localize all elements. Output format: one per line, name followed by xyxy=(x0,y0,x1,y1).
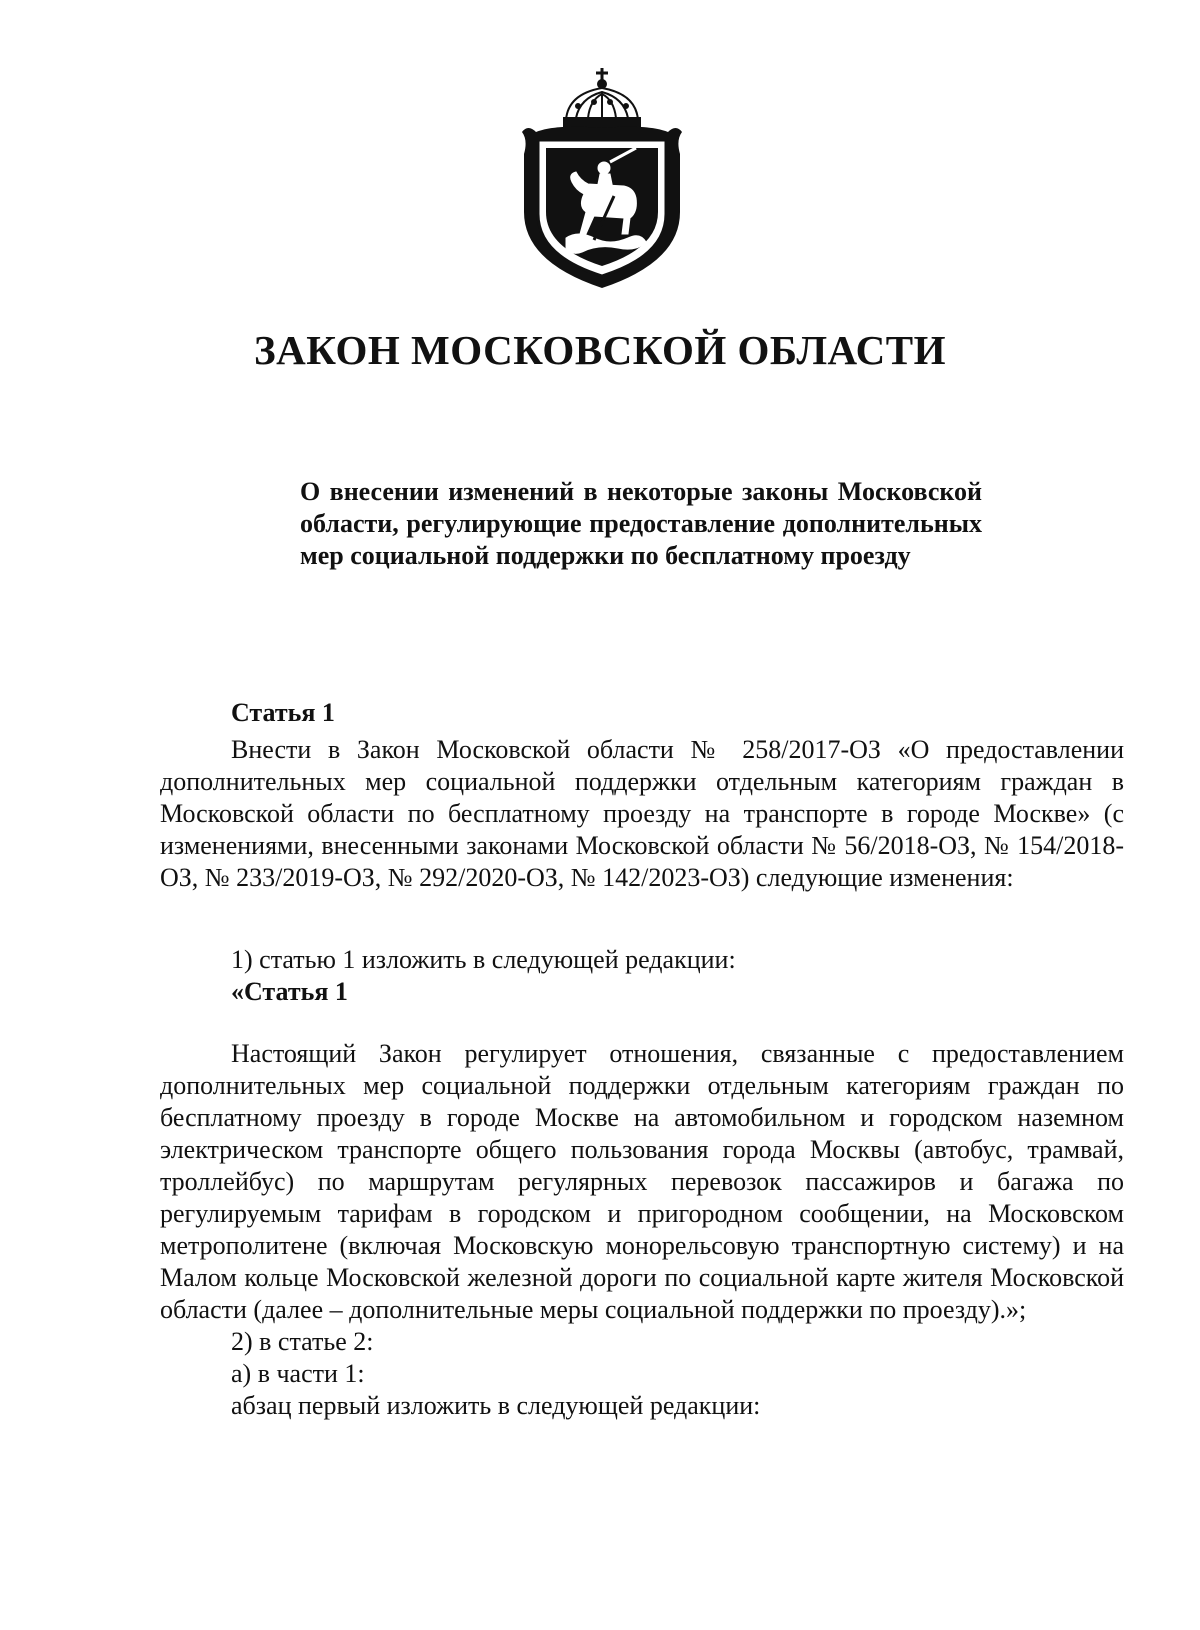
amendment-item-1-text: 1) статью 1 изложить в следующей редакции: xyxy=(231,945,736,974)
article-body xyxy=(160,734,1124,894)
article-heading: Статья 1 xyxy=(231,698,335,727)
quoted-article-paragraph: Настоящий Закон регулирует отношения, связанные с предоставлением дополнительных мер социальной поддержки отдельным категориям граждан по бесплатному проезду в городе Москве на автомобильном и городском наземном электрическом транспорте общего пользования города Москвы (автобус, трамвай, троллейбус) по маршрутам регулярных перевозок пассажиров и багажа по регулируемым тарифам в городском и пригородном сообщении, на Московском метрополитене (включая Московскую монорельсовую транспортную систему) и на Малом кольце Московской железной дороги по социальной карте жителя Московской области (далее – дополнительные меры социальной поддержки по проезду).»; xyxy=(160,1039,1124,1324)
page-title: ЗАКОН МОСКОВСКОЙ ОБЛАСТИ xyxy=(254,327,946,373)
document-subject: О внесении изменений в некоторые законы Московской области, регулирующие предоставление дополнительных мер социальной поддержки по бесплатному проезду xyxy=(300,477,982,570)
amendment-item-2a: а) в части 1: xyxy=(231,1359,365,1388)
quoted-article-heading: «Статья 1 xyxy=(231,977,348,1006)
amendment-item-1 xyxy=(160,944,1124,1008)
quoted-article-body xyxy=(160,1038,1124,1422)
amendment-item-2: 2) в статье 2: xyxy=(231,1327,374,1356)
article-intro-paragraph: Внести в Закон Московской области № 258/2017-ОЗ «О предоставлении дополнительных мер социальной поддержки отдельным категориям граждан в Московской области по бесплатному проезду на транспорте в городе Москве» (с изменениями, внесенными законами Московской области № 56/2018-ОЗ, № 154/2018-ОЗ, № 233/2019-ОЗ, № 292/2020-ОЗ, № 142/2023-ОЗ) следующие изменения: xyxy=(160,735,1124,892)
amendment-item-2a-text: абзац первый изложить в следующей редакции: xyxy=(231,1391,761,1420)
coat-of-arms-icon xyxy=(518,62,686,292)
